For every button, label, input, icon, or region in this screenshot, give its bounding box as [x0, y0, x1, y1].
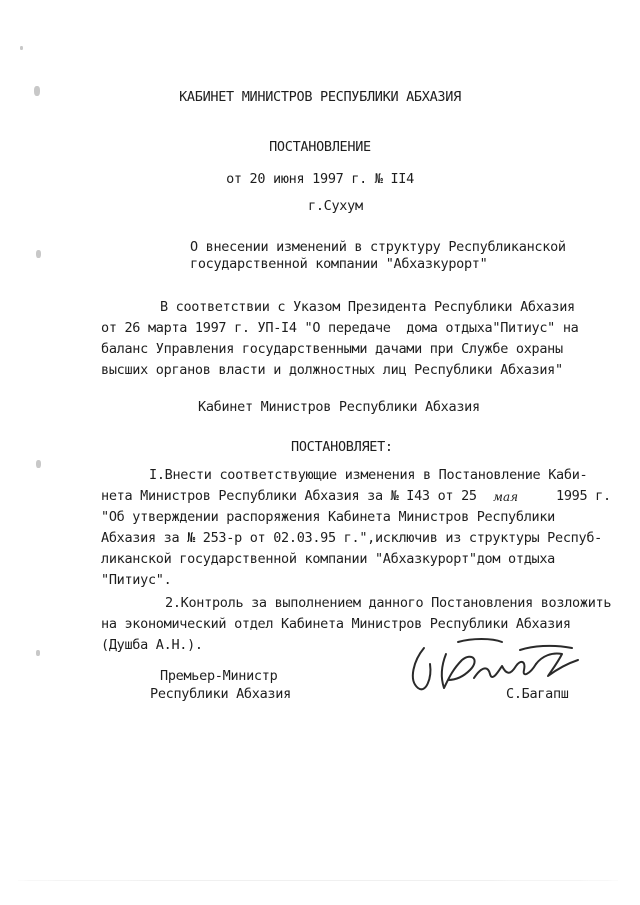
item2-line: на экономический отдел Кабинета Министров Республики Абхазия [101, 616, 571, 632]
item1-line: Абхазия за № 253-р от 02.03.95 г.",исключив из структуры Респуб- [101, 530, 602, 546]
preamble-line: баланс Управления государственными дачами при Службе охраны [101, 341, 563, 357]
organization-title: КАБИНЕТ МИНИСТРОВ РЕСПУБЛИКИ АБХАЗИЯ [179, 89, 461, 105]
scan-speck [36, 650, 40, 656]
document-date-number: от 20 июня 1997 г. № II4 [226, 171, 414, 187]
scan-speck [36, 460, 41, 468]
subject-line: О внесении изменений в структуру Республиканской [190, 239, 566, 255]
scan-speck [36, 250, 41, 258]
cabinet-line: Кабинет Министров Республики Абхазия [198, 399, 480, 415]
handwritten-month: мая [493, 490, 519, 504]
preamble-line: высших органов власти и должностных лиц Республики Абхазия" [101, 362, 563, 378]
preamble-line: от 26 марта 1997 г. УП-I4 "О передаче дома отдыха"Питиус" на [101, 320, 579, 336]
signatory-title: Республики Абхазия [150, 686, 291, 702]
item1-line: 1995 г. [556, 488, 611, 504]
signatory-name: С.Багапш [506, 686, 569, 702]
document-city: г.Сухум [308, 198, 363, 214]
subject-line: государственной компании "Абхазкурорт" [190, 256, 488, 272]
item1-line: I.Внести соответствующие изменения в Постановление Каби- [149, 467, 588, 483]
resolves-heading: ПОСТАНОВЛЯЕТ: [291, 439, 393, 455]
item1-line: "Питиус". [101, 572, 172, 588]
scan-speck [20, 46, 23, 50]
item2-line: (Душба А.Н.). [101, 637, 203, 653]
preamble-line: В соответствии с Указом Президента Республики Абхазия [160, 299, 575, 315]
item1-line: ликанской государственной компании "Абхазкурорт"дом отдыха [101, 551, 556, 567]
signatory-title: Премьер-Министр [160, 668, 278, 684]
item1-line: нета Министров Республики Абхазия за № I43 от 25 [101, 488, 485, 504]
scan-speck [18, 880, 618, 881]
handwritten-signature [402, 630, 602, 700]
document-type: ПОСТАНОВЛЕНИЕ [269, 139, 371, 155]
item2-line: 2.Контроль за выполнением данного Постановления возложить [165, 595, 612, 611]
item1-line: "Об утверждении распоряжения Кабинета Министров Республики [101, 509, 556, 525]
